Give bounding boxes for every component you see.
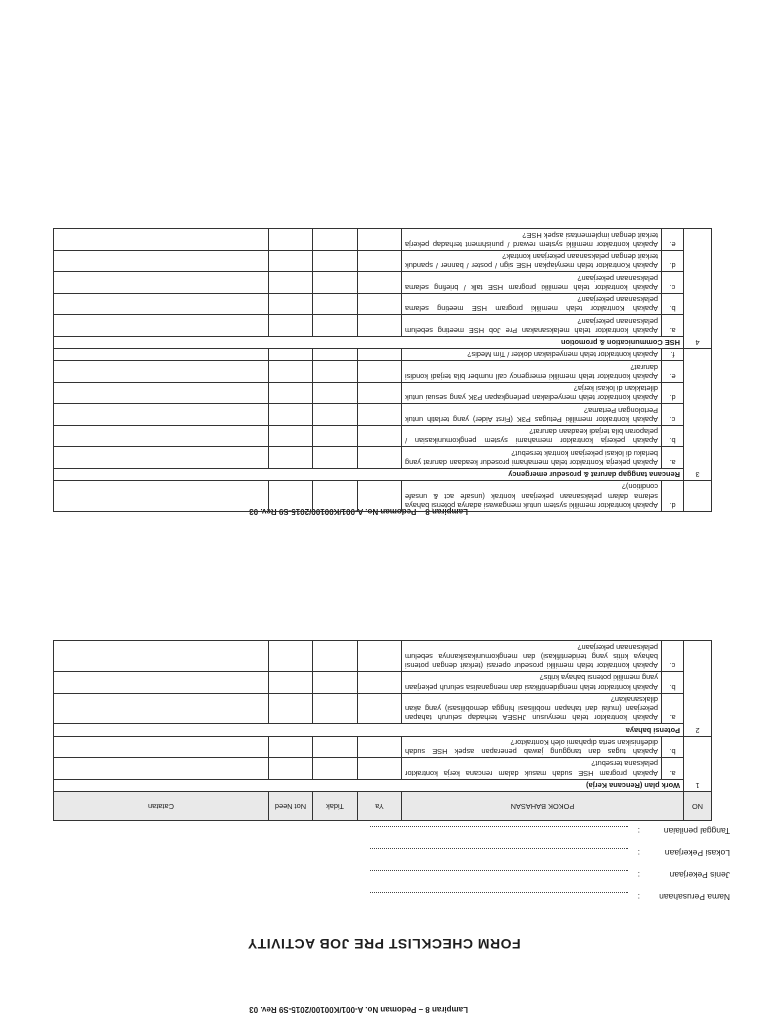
ya-checkbox-cell[interactable] xyxy=(358,229,402,251)
section-number: 1 xyxy=(684,736,712,791)
table-row xyxy=(54,481,712,512)
ya-checkbox-cell[interactable] xyxy=(357,641,401,672)
ya-checkbox-cell[interactable] xyxy=(357,736,401,758)
not-need-checkbox-cell[interactable] xyxy=(269,361,313,383)
field-tanggal-penilaian: Tanggal penilaian : xyxy=(370,826,730,848)
not-need-checkbox-cell[interactable] xyxy=(269,251,313,273)
not-need-checkbox-cell[interactable] xyxy=(269,349,313,361)
ya-checkbox-cell[interactable] xyxy=(358,294,402,316)
section-title: Potensi bahaya xyxy=(53,724,683,736)
not-need-checkbox-cell[interactable] xyxy=(269,404,313,426)
item-question: Apakah kontraktor telah memiliki program HSE talk / briefing selama pelaksanaan pekerjaan? xyxy=(402,272,662,294)
table-row xyxy=(53,758,711,780)
not-need-checkbox-cell[interactable] xyxy=(269,272,313,294)
table-row xyxy=(53,672,711,694)
tidak-checkbox-cell[interactable] xyxy=(313,349,358,361)
not-need-checkbox-cell[interactable] xyxy=(269,426,313,448)
ya-checkbox-cell[interactable] xyxy=(358,349,402,361)
section-row xyxy=(53,724,711,736)
table-row xyxy=(54,383,712,405)
table-row xyxy=(54,315,712,337)
table-row xyxy=(53,736,711,758)
item-question: Apakah kontraktor telah memiliki emergency call number bila terjadi kondisi darurat? xyxy=(402,361,662,383)
ya-checkbox-cell[interactable] xyxy=(357,758,401,780)
catatan-cell[interactable] xyxy=(54,315,269,337)
table-row xyxy=(54,404,712,426)
item-letter: d. xyxy=(662,481,684,512)
col-header-catatan: Catatan xyxy=(53,792,268,821)
item-letter: f. xyxy=(662,349,684,361)
not-need-checkbox-cell[interactable] xyxy=(268,693,312,724)
catatan-cell[interactable] xyxy=(54,404,269,426)
table-row xyxy=(54,294,712,316)
not-need-checkbox-cell[interactable] xyxy=(269,229,313,251)
item-letter: b. xyxy=(662,426,684,448)
lampiran-header: Lampiran 8 – Pedoman No. A-001/K00100/2015-S9 Rev. 03 xyxy=(249,1005,468,1014)
item-letter: c. xyxy=(662,404,684,426)
not-need-checkbox-cell[interactable] xyxy=(268,736,312,758)
item-letter: a. xyxy=(662,693,684,724)
blank-line xyxy=(370,826,628,837)
not-need-checkbox-cell[interactable] xyxy=(269,481,313,512)
tidak-checkbox-cell[interactable] xyxy=(313,361,358,383)
item-question: Apakah program HSE sudah masuk dalam rencana kerja kontraktor pelaksana tersebut? xyxy=(401,758,661,780)
item-question: Apakah pekerja kontraktor memahami system pengkomunikasian / pelaporan bila terjadi keadaan darurat? xyxy=(402,426,662,448)
blank-line xyxy=(370,848,628,859)
section-number: 3 xyxy=(684,349,712,481)
table-row xyxy=(53,641,711,672)
catatan-cell[interactable] xyxy=(53,693,268,724)
item-letter: b. xyxy=(662,736,684,758)
field-lokasi-pekerjaan: Lokasi Pekerjaan : xyxy=(370,848,730,870)
tidak-checkbox-cell[interactable] xyxy=(313,426,358,448)
item-letter: a. xyxy=(662,447,684,469)
section-number: 2 xyxy=(684,641,712,736)
catatan-cell[interactable] xyxy=(54,481,269,512)
section-number: 4 xyxy=(684,229,712,349)
item-question: Apakah kontraktor memiliki system untuk mengawasi adanya potensi bahaya selama dalam pelaksanaan pekerjaan kontrak (unsafe act & unsafe condition)? xyxy=(402,481,662,512)
item-question: Apakah Kontraktor telah menyiapkan HSE sign / poster / banner / spanduk terkait dengan pelaksanaan pekerjaan kontrak? xyxy=(402,251,662,273)
catatan-cell[interactable] xyxy=(54,383,269,405)
ya-checkbox-cell[interactable] xyxy=(357,693,401,724)
tidak-checkbox-cell[interactable] xyxy=(313,272,358,294)
checklist-table-page-2 xyxy=(53,229,712,513)
ya-checkbox-cell[interactable] xyxy=(358,447,402,469)
item-letter: e. xyxy=(662,229,684,251)
item-question: Apakah kontraktor telah menyusun JHSEA terhadap seluruh tahapan pekerjaan (mulai dari tahapan mobilisasi hingga demobilisasi) yang akan dilaksanakan? xyxy=(401,693,661,724)
item-letter: a. xyxy=(662,758,684,780)
tidak-checkbox-cell[interactable] xyxy=(312,672,357,694)
tidak-checkbox-cell[interactable] xyxy=(312,693,357,724)
catatan-cell[interactable] xyxy=(53,672,268,694)
item-question: Apakah kontraktor memiliki system reward / punishment terhadap pekerja terkait dengan implementasi aspek HSE? xyxy=(402,229,662,251)
item-question: Apakah kontraktor memiliki Petugas P3K (First Aider) yang terlatih untuk Pertolongan Pertama? xyxy=(402,404,662,426)
catatan-cell[interactable] xyxy=(54,361,269,383)
not-need-checkbox-cell[interactable] xyxy=(268,672,312,694)
col-header-ya: Ya xyxy=(357,792,401,821)
not-need-checkbox-cell[interactable] xyxy=(268,641,312,672)
item-question: Apakah kontraktor telah mengidentifikasi dan menganalisa seluruh pekerjaan yang memiliki potensi bahaya kritis? xyxy=(401,672,661,694)
item-question: Apakah kontraktor telah menyediakan dokter / Tim Medis? xyxy=(402,349,662,361)
section-title: HSE Communication & promotion xyxy=(54,337,684,349)
catatan-cell[interactable] xyxy=(54,229,269,251)
blank-line xyxy=(370,892,628,903)
field-nama-perusahaan: Nama Perusahaan : xyxy=(370,892,730,914)
table-row xyxy=(54,426,712,448)
blank-line xyxy=(370,870,628,881)
section-title: Rencana tanggap darurat & prosedur emergency xyxy=(54,469,684,481)
tidak-checkbox-cell[interactable] xyxy=(313,294,358,316)
form-page-1 xyxy=(0,512,768,1024)
item-letter: d. xyxy=(662,383,684,405)
lampiran-header-page-2: Lampiran 8 – Pedoman No. A-001/K00100/2015-S9 Rev. 03 xyxy=(249,507,468,516)
item-question: Apakah Kontraktor telah memiliki program HSE meeting selama pelaksanaan pekerjaan? xyxy=(402,294,662,316)
tidak-checkbox-cell[interactable] xyxy=(312,736,357,758)
col-header-tidak: Tidak xyxy=(312,792,357,821)
ya-checkbox-cell[interactable] xyxy=(358,481,402,512)
tidak-checkbox-cell[interactable] xyxy=(312,758,357,780)
not-need-checkbox-cell[interactable] xyxy=(269,447,313,469)
tidak-checkbox-cell[interactable] xyxy=(313,383,358,405)
table-header-row xyxy=(53,792,711,821)
item-letter: b. xyxy=(662,672,684,694)
item-letter: b. xyxy=(662,294,684,316)
tidak-checkbox-cell[interactable] xyxy=(313,404,358,426)
catatan-cell[interactable] xyxy=(54,294,269,316)
catatan-cell[interactable] xyxy=(54,426,269,448)
form-title: FORM CHECKLIST PRE JOB ACTIVITY xyxy=(247,936,521,952)
table-row xyxy=(54,229,712,251)
table-row xyxy=(53,693,711,724)
ya-checkbox-cell[interactable] xyxy=(358,383,402,405)
ya-checkbox-cell[interactable] xyxy=(357,672,401,694)
catatan-cell[interactable] xyxy=(54,447,269,469)
tidak-checkbox-cell[interactable] xyxy=(313,251,358,273)
col-header-not-need: Not Need xyxy=(268,792,312,821)
ya-checkbox-cell[interactable] xyxy=(358,315,402,337)
col-header-no: NO xyxy=(684,792,712,821)
table-row xyxy=(54,349,712,361)
item-question: Apakah kontraktor telah melaksanakan Pre Job HSE meeting sebelum pelaksanaan pekerjaan? xyxy=(402,315,662,337)
field-jenis-pekerjaan: Jenis Pekerjaan : xyxy=(370,870,730,892)
ya-checkbox-cell[interactable] xyxy=(358,426,402,448)
item-question: Apakah kontraktor telah memiliki prosedur operasi (terkait dengan potensi bahaya kritis yang teridentifikasi) dan mengkomunikasikannya sebelum pelaksanaan pekerjaan? xyxy=(401,641,661,672)
section-row xyxy=(54,469,712,481)
tidak-checkbox-cell[interactable] xyxy=(312,641,357,672)
ya-checkbox-cell[interactable] xyxy=(358,361,402,383)
item-letter: c. xyxy=(662,641,684,672)
not-need-checkbox-cell[interactable] xyxy=(269,315,313,337)
form-info-fields xyxy=(370,826,730,914)
section-row xyxy=(53,779,711,791)
ya-checkbox-cell[interactable] xyxy=(358,251,402,273)
catatan-cell[interactable] xyxy=(54,272,269,294)
catatan-cell[interactable] xyxy=(53,758,268,780)
section-title: Work plan (Rencana Kerja) xyxy=(53,779,683,791)
item-letter: c. xyxy=(662,272,684,294)
table-row xyxy=(54,272,712,294)
catatan-cell[interactable] xyxy=(54,251,269,273)
tidak-checkbox-cell[interactable] xyxy=(313,229,358,251)
catatan-cell[interactable] xyxy=(53,641,268,672)
checklist-table-page-1 xyxy=(53,641,712,822)
item-question: Apakah tugas dan tanggung jawab penerapan aspek HSE sudah didefinisikan serta dipahami oleh Kontraktor? xyxy=(401,736,661,758)
item-question: Apakah pekerja Kontraktor telah memahami prosedur keadaan darurat yang berlaku di lokasi pekerjaan kontrak tersebut? xyxy=(402,447,662,469)
section-row xyxy=(54,337,712,349)
col-header-pokok-bahasan: POKOK BAHASAN xyxy=(401,792,683,821)
not-need-checkbox-cell[interactable] xyxy=(269,294,313,316)
item-question: Apakah kontraktor telah menyediakan perlengkapan P3K yang sesuai untuk diletakkan di lokasi kerja? xyxy=(402,383,662,405)
item-letter: e. xyxy=(662,361,684,383)
catatan-cell[interactable] xyxy=(54,349,269,361)
tidak-checkbox-cell[interactable] xyxy=(313,447,358,469)
tidak-checkbox-cell[interactable] xyxy=(313,315,358,337)
not-need-checkbox-cell[interactable] xyxy=(269,383,313,405)
item-letter: d. xyxy=(662,251,684,273)
ya-checkbox-cell[interactable] xyxy=(358,404,402,426)
catatan-cell[interactable] xyxy=(53,736,268,758)
table-row xyxy=(54,361,712,383)
no-cell xyxy=(684,481,712,512)
not-need-checkbox-cell[interactable] xyxy=(268,758,312,780)
ya-checkbox-cell[interactable] xyxy=(358,272,402,294)
item-letter: a. xyxy=(662,315,684,337)
table-row xyxy=(54,251,712,273)
table-row xyxy=(54,447,712,469)
tidak-checkbox-cell[interactable] xyxy=(313,481,358,512)
